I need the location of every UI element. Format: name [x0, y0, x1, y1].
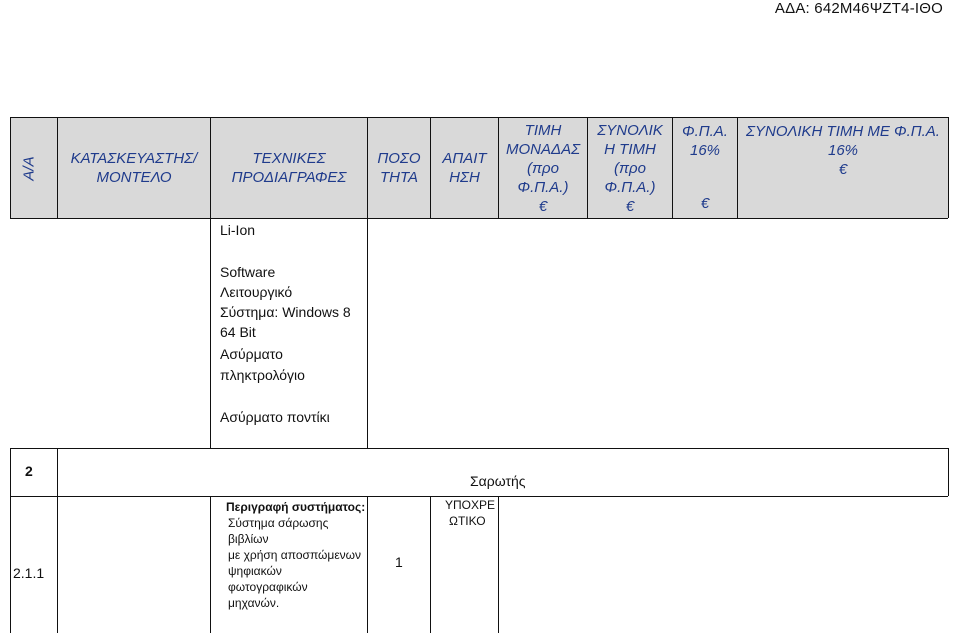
table-line [10, 496, 948, 497]
table-line [10, 218, 948, 219]
row-desc-line1: Σύστημα σάρωσης [228, 516, 329, 530]
header-total-label: ΣΥΝΟΛΙΚ Η ΤΙΜΗ (προ Φ.Π.Α.) [597, 121, 663, 196]
table-line [10, 448, 11, 633]
table-line [367, 218, 368, 448]
row-desc-title: Περιγραφή συστήματος: [226, 500, 366, 514]
header-unit-price-label: ΤΙΜΗ ΜΟΝΑΔΑΣ (προ Φ.Π.Α.) [506, 121, 581, 196]
header-unit-price-currency: € [538, 197, 548, 215]
spec-mouse: Ασύρματο ποντίκι [220, 409, 330, 425]
table-line [430, 496, 431, 633]
header-manufacturer-label: ΚΑΤΑΣΚΕΥΑΣΤΗΣ/ ΜΟΝΤΕΛΟ [70, 150, 198, 186]
table-line [498, 496, 499, 633]
spec-os-line3: 64 Bit [220, 324, 256, 340]
section-number: 2 [25, 463, 33, 479]
header-vat [673, 118, 737, 218]
header-vat-label: Φ.Π.Α. [682, 123, 728, 140]
header-specs-label: ΤΕΧΝΙΚΕΣ ΠΡΟΔΙΑΓΡΑΦΕΣ [231, 150, 347, 186]
spec-keyboard-line1: Ασύρματο [220, 346, 283, 362]
spec-battery: Li-Ion [220, 222, 256, 238]
header-total-currency: € [625, 197, 635, 215]
header-quantity [368, 118, 430, 218]
table-line [210, 496, 211, 633]
row-requirement-line1: ΥΠΟΧΡΕ [445, 498, 496, 512]
row-desc-line3: με χρήση αποσπώμενων [228, 548, 362, 562]
table-line [10, 448, 948, 449]
document-id: ΑΔΑ: 642Μ46ΨΖΤ4-ΙΘΟ [774, 0, 943, 17]
header-total [588, 118, 672, 218]
table-line [210, 218, 211, 448]
header-total-vat [738, 118, 948, 218]
header-aa [10, 118, 48, 218]
spec-os-line1: Λειτουργικό [220, 284, 293, 300]
header-manufacturer [58, 118, 210, 218]
row-number: 2.1.1 [13, 565, 45, 581]
table-line [57, 448, 58, 496]
header-total-vat-rate: 16% [827, 142, 859, 159]
section-title: Σαρωτής [470, 473, 526, 489]
table-line [948, 117, 949, 218]
spec-os-line2: Σύστημα: Windows 8 [220, 304, 351, 320]
header-total-vat-currency: € [838, 161, 848, 178]
table-line [367, 496, 368, 633]
row-quantity: 1 [395, 554, 403, 570]
row-desc-line6: μηχανών. [228, 596, 280, 610]
row-requirement-line2: ΩΤΙΚΟ [449, 514, 486, 528]
header-aa-label: Α/Α [20, 155, 38, 181]
table-line [948, 448, 949, 496]
table-line [57, 496, 58, 633]
header-specs [211, 118, 367, 218]
header-vat-currency: € [700, 195, 710, 212]
header-vat-rate: 16% [689, 142, 721, 159]
header-quantity-label: ΠΟΣΟ ΤΗΤΑ [377, 150, 421, 186]
header-total-vat-label: ΣΥΝΟΛΙΚΗ ΤΙΜΗ ΜΕ Φ.Π.Α. [746, 123, 940, 140]
row-desc-line5: φωτογραφικών [228, 580, 308, 594]
spec-keyboard-line2: πληκτρολόγιο [220, 367, 305, 383]
row-desc-line2: βιβλίων [228, 532, 269, 546]
row-desc-line4: ψηφιακών [228, 564, 282, 578]
header-requirement-label: ΑΠΑΙΤ ΗΣΗ [442, 150, 487, 186]
header-unit-price [499, 118, 587, 218]
spec-software-title: Software [220, 264, 276, 280]
header-requirement [431, 118, 498, 218]
